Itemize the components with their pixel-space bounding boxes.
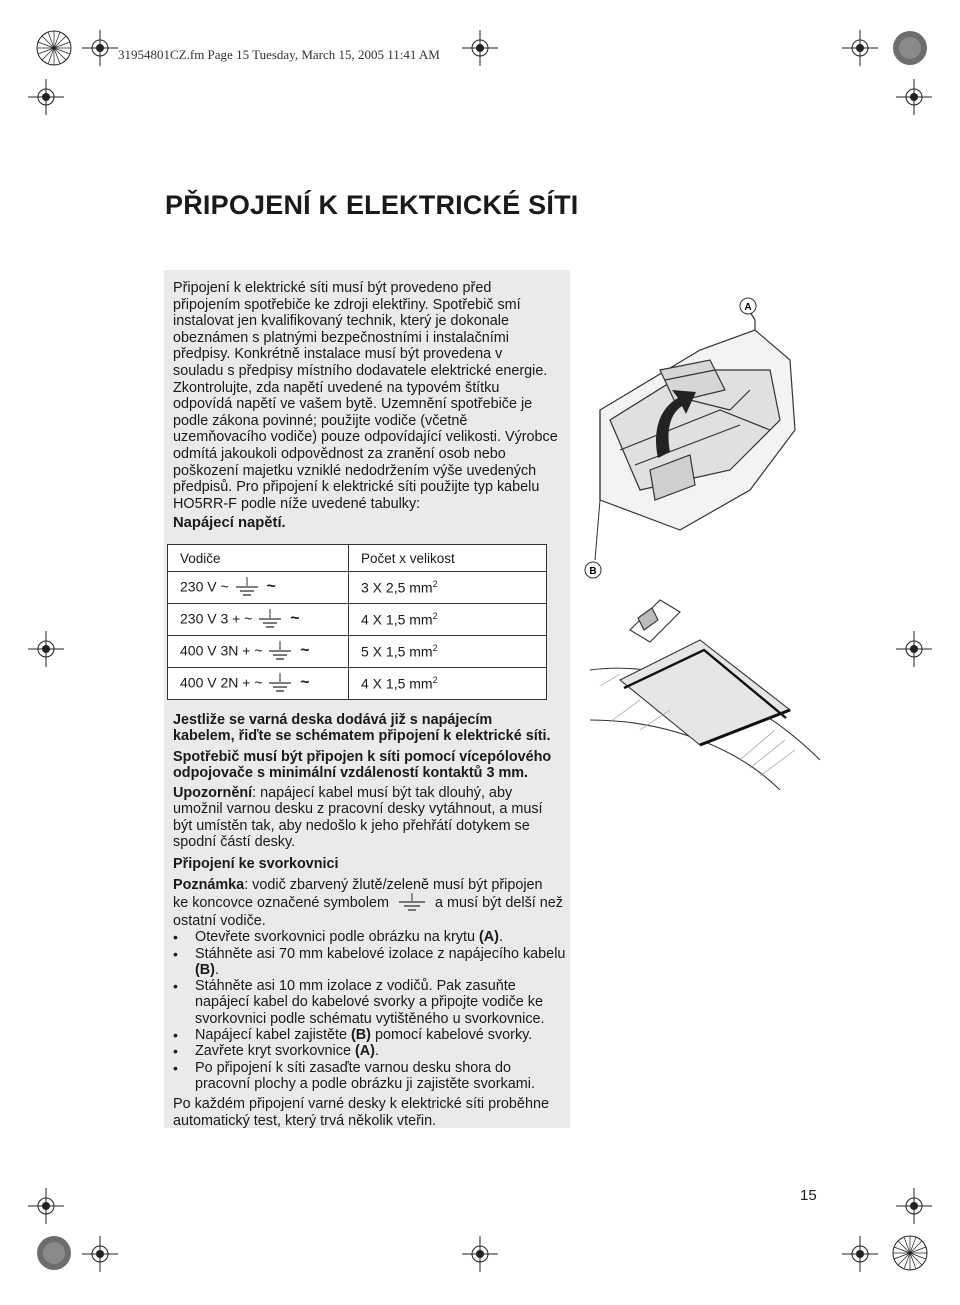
hob-connection-illustration: [580, 290, 830, 790]
ground-icon: [268, 673, 292, 695]
step-text: Zavřete kryt svorkovnice: [195, 1043, 355, 1060]
intro-line: připojením spotřebiče ke zdroji elektřiny. Spotřebič smí: [173, 296, 521, 313]
warning-line: spodní částí desky.: [173, 834, 296, 851]
step-ref: (B): [195, 961, 215, 978]
table-header-row: [168, 545, 547, 572]
file-header-line: 31954801CZ.fm Page 15 Tuesday, March 15, 2005 11:41 AM: [118, 47, 440, 62]
voltage-value: 230 V 3 + ~: [180, 610, 253, 627]
intro-line: předpisů. Pro připojení k elektrické síti použijte typ kabelu: [173, 479, 540, 496]
intro-line: Zkontrolujte, zda napětí uvedené na typovém štítku: [173, 379, 500, 396]
voltage-cell: [168, 572, 349, 604]
warning-note: [173, 785, 568, 850]
crosshair-mark-top-center: [462, 30, 498, 66]
step-text: Stáhněte asi 10 mm izolace z vodičů. Pak zasuňte napájecí kabel do kabelové svorky a připojte vodiče ke svorkovnici podle schématu vytištěného u svorkovnice.: [195, 978, 545, 1027]
label-b: B: [589, 566, 597, 577]
size-value: 5 X 1,5 mm: [361, 643, 433, 660]
final-line: automatický test, který trvá několik vteřin.: [173, 1112, 437, 1129]
crosshair-mark-bottom-right-2: [842, 1236, 878, 1272]
tilde-symbol: ~: [300, 642, 310, 660]
supply-voltage-heading: Napájecí napětí.: [173, 515, 286, 532]
crosshair-mark-mid-right: [896, 631, 932, 667]
warning-line: být umístěn tak, aby nedošlo k jeho přehřátí dotykem se: [173, 817, 530, 834]
note-line: Jestliže se varná deska dodává již s napájecím: [173, 712, 493, 728]
table-row: [168, 604, 547, 636]
crosshair-mark-top-right-2: [896, 79, 932, 115]
tilde-symbol: ~: [266, 578, 276, 596]
ground-note-line: [173, 893, 568, 913]
ground-note: [173, 877, 568, 930]
crosshair-mark-bottom-right-1: [896, 1188, 932, 1224]
ground-icon: [268, 641, 292, 663]
step-text: Stáhněte asi 70 mm kabelové izolace z napájecího kabelu: [195, 945, 566, 962]
size-cell: [349, 636, 547, 668]
size-cell: [349, 604, 547, 636]
size-value: 4 X 1,5 mm: [361, 611, 433, 628]
list-item: [173, 978, 568, 1027]
warning-line: umožnil varnou desku z pracovní desky vytáhnout, a musí: [173, 801, 543, 818]
color-circle-mark-bottom-left: [34, 1233, 74, 1273]
voltage-value: 230 V ~: [180, 578, 229, 595]
step-after: .: [214, 961, 219, 978]
final-line: Po každém připojení varné desky k elektrické síti proběhne: [173, 1096, 549, 1113]
terminal-heading: Připojení ke svorkovnici: [173, 856, 339, 873]
ground-icon: [397, 893, 427, 913]
step-after: .: [374, 1043, 379, 1060]
size-cell: [349, 572, 547, 604]
intro-line: obeznámen s platnými bezpečnostními i instalačními: [173, 329, 509, 346]
label-a: A: [744, 302, 752, 313]
step-ref: (A): [478, 929, 499, 946]
note-text: : vodič zbarvený žlutě/zeleně musí být připojen: [244, 876, 543, 893]
color-circle-mark-top-right: [890, 28, 930, 68]
step-text: Napájecí kabel zajistěte: [195, 1027, 351, 1044]
note-text: ke koncovce označené symbolem: [173, 894, 389, 911]
crosshair-mark-top-right-1: [842, 30, 878, 66]
table-row: [168, 668, 547, 700]
instructions-section: [173, 712, 568, 1129]
tilde-symbol: ~: [300, 674, 310, 692]
voltage-value: 400 V 2N + ~: [180, 674, 263, 691]
size-value: 3 X 2,5 mm: [361, 579, 433, 596]
cable-supplied-note: [173, 712, 568, 745]
list-item: [173, 1043, 568, 1059]
intro-line: uzemňovacího vodiče) pouze odpovídající velikosti. Výrobce: [173, 429, 558, 446]
table-header-size: Počet x velikost: [349, 545, 547, 572]
registration-mark-bottom-right: [890, 1233, 930, 1273]
step-ref: (B): [351, 1027, 371, 1044]
note-text: a musí být delší než: [434, 894, 563, 911]
crosshair-mark-mid-left: [28, 631, 64, 667]
steps-list: [173, 929, 568, 1092]
size-exponent: 2: [432, 611, 438, 622]
voltage-cell: [168, 604, 349, 636]
intro-line: instalovat jen kvalifikovaný technik, který je dokonale: [173, 313, 509, 330]
size-exponent: 2: [432, 643, 438, 654]
intro-line: Připojení k elektrické síti musí být provedeno před: [173, 280, 492, 296]
cable-size-table: [167, 544, 547, 700]
note-label: Poznámka: [173, 876, 245, 893]
registration-mark-top-left: [34, 28, 74, 68]
note-line: kabelem, řiďte se schématem připojení k elektrické síti.: [173, 728, 551, 745]
intro-line: odmítá jakoukoli odpovědnost za zranění osob nebo: [173, 445, 506, 462]
table-row: [168, 572, 547, 604]
note-line: Spotřebič musí být připojen k síti pomocí vícepólového: [173, 748, 552, 765]
ground-note-line: [173, 877, 568, 893]
voltage-value: 400 V 3N + ~: [180, 642, 263, 659]
intro-line: HO5RR-F podle níže uvedené tabulky:: [173, 495, 421, 512]
intro-line: poškození majetku vzniklé nedodržením výše uvedených: [173, 462, 537, 479]
list-item: [173, 946, 568, 979]
intro-paragraph: [173, 280, 570, 512]
step-after: .: [498, 929, 503, 946]
intro-line: předpisy. Konkrétně instalace musí být provedena v: [173, 346, 503, 363]
voltage-cell: [168, 668, 349, 700]
size-exponent: 2: [432, 579, 438, 590]
list-item: [173, 1060, 568, 1093]
crosshair-mark-bottom-left-2: [82, 1236, 118, 1272]
tilde-symbol: ~: [290, 610, 300, 628]
ground-icon: [235, 577, 259, 599]
list-item: [173, 1027, 568, 1043]
step-text: Otevřete svorkovnici podle obrázku na krytu: [195, 929, 479, 946]
crosshair-mark-top-left-2: [28, 79, 64, 115]
size-cell: [349, 668, 547, 700]
warning-label: Upozornění: [173, 785, 253, 802]
final-note: [173, 1096, 568, 1129]
crosshair-mark-top-left-1: [82, 30, 118, 66]
size-exponent: 2: [432, 675, 438, 686]
note-line: odpojovače s minimální vzdáleností kontaktů 3 mm.: [173, 764, 529, 781]
list-item: [173, 929, 568, 945]
ground-note-line: ostatní vodiče.: [173, 912, 266, 929]
warning-line: [173, 785, 568, 801]
step-after: pomocí kabelové svorky.: [370, 1027, 533, 1044]
ground-icon: [258, 609, 282, 631]
intro-line: podle zákona povinné; použijte vodiče (včetně: [173, 412, 468, 429]
page-title: PŘIPOJENÍ K ELEKTRICKÉ SÍTI: [165, 190, 579, 220]
step-text: Po připojení k síti zasaďte varnou desku shora do pracovní plochy a podle obrázku ji zajistěte svorkami.: [195, 1059, 535, 1092]
intro-line: souladu s předpisy místního dodavatele elektrické energie.: [173, 362, 548, 379]
step-ref: (A): [354, 1043, 375, 1060]
table-row: [168, 636, 547, 668]
warning-text: : napájecí kabel musí být tak dlouhý, aby: [252, 785, 513, 802]
intro-line: odpovídá napětí ve vašem bytě. Uzemnění spotřebiče je: [173, 396, 533, 413]
table-header-conductors: Vodiče: [168, 545, 349, 572]
voltage-cell: [168, 636, 349, 668]
crosshair-mark-bottom-center: [462, 1236, 498, 1272]
crosshair-mark-bottom-left-1: [28, 1188, 64, 1224]
page-number: 15: [800, 1187, 817, 1204]
multipole-note: [173, 749, 568, 782]
size-value: 4 X 1,5 mm: [361, 675, 433, 692]
